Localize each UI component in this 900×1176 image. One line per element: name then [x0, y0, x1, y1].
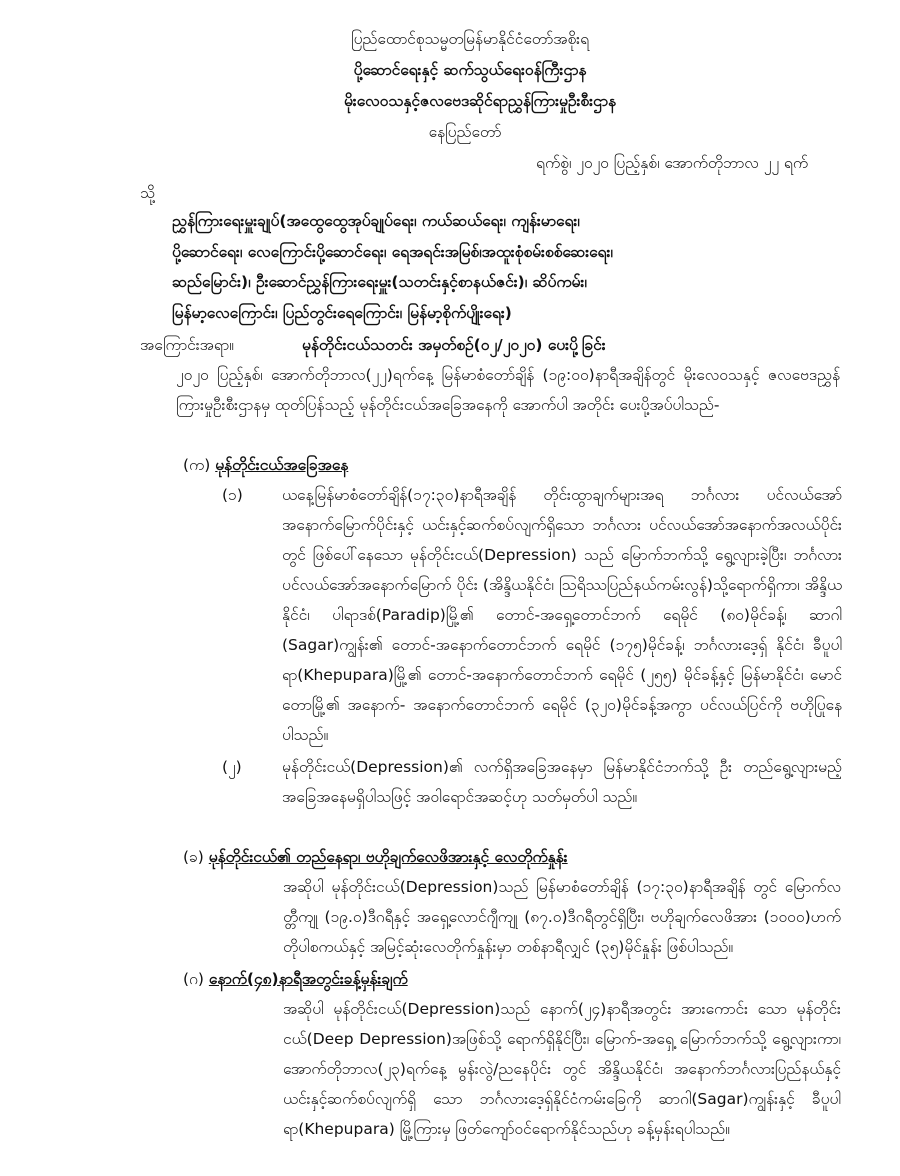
- intro-paragraph: [140, 360, 840, 420]
- location: နေပြည်တော်: [428, 123, 502, 141]
- section-b-title: မုန်တိုင်းငယ်၏ တည်နေရာ၊ ဗဟိုချက်လေဖိအားနှင့် လေတိုက်နှုန်း: [208, 848, 568, 866]
- section-a-label: (က): [183, 456, 211, 474]
- ministry-name: ပို့ဆောင်ရေးနှင့် ဆက်သွယ်ရေးဝန်ကြီးဌာန: [353, 61, 587, 79]
- letterhead: [0, 24, 900, 148]
- section-c-label: (ဂ): [183, 970, 204, 988]
- subject-line: [140, 330, 840, 360]
- intro-text: ၂၀၂၀ ပြည့်နှစ်၊ အောက်တိုဘာလ(၂၂)ရက်နေ့ မြန်မာစံတော်ချိန် (၁၉:၀၀)နာရီအချိန်တွင် မိုးလေဝသနှင့် ဇလဗေဒညွှန်ကြားမှုဦးစီးဌာနမှ ထုတ်ပြန်သည့် မုန်တိုင်းငယ်အခြေအနေကို အောက်ပါ အတိုင်း ပေးပို့အပ်ပါသည်-: [176, 366, 840, 414]
- to-label: သို့: [140, 184, 155, 202]
- item-number: (၂): [222, 758, 242, 776]
- section-a-heading: [183, 450, 348, 480]
- section-b-label: (ခ): [183, 848, 204, 866]
- section-a-item-1: [222, 480, 842, 750]
- subject-text: မုန်တိုင်းငယ်သတင်း အမှတ်စဉ်(၀၂/၂၀၂၀) ပေးပို့ခြင်း: [302, 336, 606, 354]
- section-a-title: မုန်တိုင်းငယ်အခြေအနေ: [215, 456, 349, 474]
- recipient-list: [172, 206, 832, 328]
- item-text: မုန်တိုင်းငယ်(Depression)၏ လက်ရှိအခြေအနေမှာ မြန်မာနိုင်ငံဘက်သို့ ဦး တည်ရွေ့လျားမည့် အခြေအနေမရှိပါသဖြင့် အဝါရောင်အဆင့်ဟု သတ်မှတ်ပါ သည်။: [282, 758, 842, 806]
- section-c-paragraph: အဆိုပါ မုန်တိုင်းငယ်(Depression)သည် နောက်(၂၄)နာရီအတွင်း အားကောင်း သော မုန်တိုင်းငယ်(Deep Depression)အဖြစ်သို့ ရောက်ရှိနိုင်ပြီး၊ မြောက်-အရှေ့ မြောက်ဘက်သို့ ရွေ့လျားကာ၊ အောက်တိုဘာလ(၂၃)ရက်နေ့ မွန်းလွဲ/ညနေပိုင်း တွင် အိန္ဒိယနိုင်ငံ၊ အနောက်ဘင်္ဂလားပြည်နယ်နှင့် ယင်းနှင့်ဆက်စပ်လျက်ရှိ သော ဘင်္ဂလားဒေ့ရှ်နိုင်ငံကမ်းခြေကို ဆာဂါ(Sagar)ကျွန်းနှင့် ခီပူပါရာ(Khepupara) မြို့ကြားမှ ဖြတ်ကျော်ဝင်ရောက်နိုင်သည်ဟု ခန့်မှန်းရပါသည်။: [283, 1000, 841, 1138]
- section-c-heading: [183, 964, 408, 994]
- recipient-line: မြန်မာ့လေကြောင်း၊ ပြည်တွင်းရေကြောင်း၊ မြန်မာ့စိုက်ပျိုးရေး): [172, 303, 512, 322]
- section-b-paragraph: အဆိုပါ မုန်တိုင်းငယ်(Depression)သည် မြန်မာစံတော်ချိန် (၁၇:၃၀)နာရီအချိန် တွင် မြောက်လတ္တီကျု (၁၉.၀)ဒီဂရီနှင့် အရှေ့လောင်ဂျီကျု (၈၇.၀)ဒီဂရီတွင်ရှိပြီး၊ ဗဟိုချက်လေဖိအား (၁၀၀၀)ဟက်တိုပါစကယ်နှင့် အမြင့်ဆုံးလေတိုက်နှုန်းမှာ တစ်နာရီလျှင် (၃၅)မိုင်နှုန်း ဖြစ်ပါသည်။: [283, 878, 841, 956]
- government-name: ပြည်ထောင်စုသမ္မတမြန်မာနိုင်ငံတော်အစိုးရ: [350, 30, 590, 48]
- section-b-heading: [183, 842, 568, 872]
- recipient-line: ပို့ဆောင်ရေး၊ လေကြောင်းပို့ဆောင်ရေး၊ ရေအရင်းအမြစ်၊အထူးစုံစမ်းစစ်ဆေးရေး၊: [172, 242, 613, 261]
- recipient-line: ဆည်မြောင်း)၊ ဦးဆောင်ညွှန်ကြားရေးမှူး(သတင်းနှင့်စာနယ်ဇင်း)၊ ဆိပ်ကမ်း၊: [172, 273, 587, 291]
- letter-date: ရက်စွဲ၊ ၂၀၂၀ ပြည့်နှစ်၊ အောက်တိုဘာလ ၂၂ ရက်: [536, 154, 808, 172]
- recipient-line: ညွှန်ကြားရေးမှူးချုပ်(အထွေထွေအုပ်ချုပ်ရေး၊ ကယ်ဆယ်ရေး၊ ကျန်းမာရေး၊: [172, 212, 580, 230]
- item-text: ယနေ့မြန်မာစံတော်ချိန်(၁၇:၃၀)နာရီအချိန် တိုင်းထွာချက်များအရ ဘင်္ဂလား ပင်လယ်အော်အနောက်မြောက်ပိုင်းနှင့် ယင်းနှင့်ဆက်စပ်လျက်ရှိသော ဘင်္ဂလား ပင်လယ်အော်အနောက်အလယ်ပိုင်းတွင် ဖြစ်ပေါ်နေသော မုန်တိုင်းငယ်(Depression) သည် မြောက်ဘက်သို့ ရွေ့လျားခဲ့ပြီး၊ ဘင်္ဂလားပင်လယ်အော်အနောက်မြောက် ပိုင်း (အိန္ဒိယနိုင်ငံ၊ ဩရိဿပြည်နယ်ကမ်းလွန်)သို့ရောက်ရှိကာ၊ အိန္ဒိယနိုင်ငံ၊ ပါရာဒစ်(Paradip)မြို့၏ တောင်-အရှေ့တောင်ဘက် ရေမိုင် (၈၀)မိုင်ခန့်၊ ဆာဂါ (Sagar)ကျွန်း၏ တောင်-အနောက်တောင်ဘက် ရေမိုင် (၁၇၅)မိုင်ခန့်၊ ဘင်္ဂလားဒေ့ရှ် နိုင်ငံ၊ ခီပူပါရာ(Khepupara)မြို့၏ တောင်-အနောက်တောင်ဘက် ရေမိုင် (၂၅၅) မိုင်ခန့်နှင့် မြန်မာနိုင်ငံ၊ မောင်တောမြို့၏ အနောက်- အနောက်တောင်ဘက် ရေမိုင် (၃၂၀)မိုင်ခန့်အကွာ ပင်လယ်ပြင်ကို ဗဟိုပြုနေပါသည်။: [282, 486, 842, 744]
- department-name: မိုးလေဝသနှင့်ဇလဗေဒဆိုင်ရာညွှန်ကြားမှုဦးစီးဌာန: [343, 92, 617, 110]
- item-number: (၁): [222, 486, 243, 504]
- section-a-item-2: [222, 752, 842, 812]
- section-c-title: နောက်(၄၈)နာရီအတွင်းခန့်မှန်းချက်: [208, 970, 408, 988]
- subject-label: အကြောင်းအရာ။: [140, 336, 234, 354]
